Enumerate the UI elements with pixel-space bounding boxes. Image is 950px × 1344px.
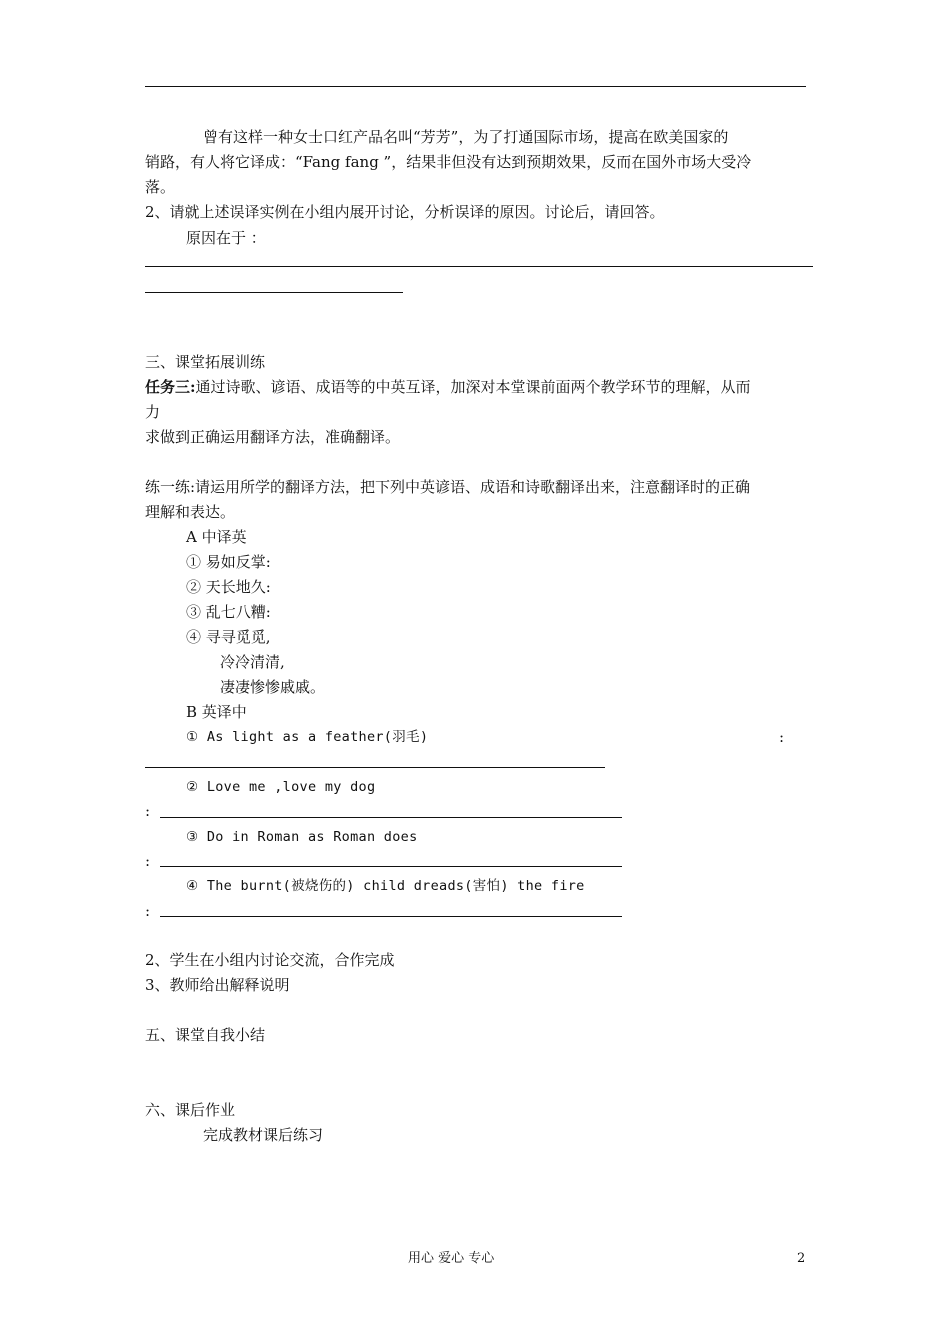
part-a-item-3: ③ 乱七八糟: [186, 603, 271, 621]
practice-line-2: 理解和表达。 [145, 503, 236, 521]
section-5-heading: 五、课堂自我小结 [145, 1026, 266, 1044]
task-3-line-3: 求做到正确运用翻译方法，准确翻译。 [145, 428, 401, 446]
answer-line-2 [145, 292, 403, 293]
task-3-line-1 [145, 377, 751, 397]
discussion-prompt: 2、请就上述误译实例在小组内展开讨论，分析误译的原因。讨论后，请回答。 [145, 203, 665, 221]
footer-motto: 用心 爱心 专心 [408, 1251, 495, 1266]
answer-line-b2 [160, 817, 622, 818]
step-3: 3、教师给出解释说明 [145, 976, 290, 994]
part-b-heading: B 英译中 [186, 703, 247, 721]
answer-line-b1 [145, 767, 605, 768]
part-b-colon-2: : [145, 802, 151, 820]
poem-line-1: 冷冷清清, [220, 653, 285, 671]
part-b-colon-4: : [145, 902, 151, 920]
poem-line-2: 凄凄惨惨戚戚。 [220, 678, 326, 696]
part-a-item-1: ① 易如反掌: [186, 553, 271, 571]
answer-line-b3 [160, 866, 622, 867]
part-a-item-4: ④ 寻寻觅觅, [186, 628, 271, 646]
answer-line-b4 [160, 916, 622, 917]
step-2: 2、学生在小组内讨论交流，合作完成 [145, 951, 395, 969]
section-3-heading: 三、课堂拓展训练 [145, 353, 266, 371]
task-3-label: 任务三: [145, 378, 196, 396]
answer-line-1 [145, 266, 813, 267]
page-number: 2 [797, 1251, 806, 1266]
para-line-3: 落。 [145, 178, 176, 196]
para-line-1: 曾有这样一种女士口红产品名叫“芳芳”，为了打通国际市场，提高在欧美国家的 [203, 128, 729, 146]
task-3-line-2: 力 [145, 403, 161, 421]
part-b-item-1: ① As light as a feather(羽毛) [186, 729, 429, 745]
part-b-item-3: ③ Do in Roman as Roman does [186, 829, 418, 845]
part-a-item-2: ② 天长地久: [186, 578, 271, 596]
part-b-item-4: ④ The burnt(被烧伤的) child dreads(害怕) the fire [186, 878, 585, 894]
practice-line-1: 练一练:请运用所学的翻译方法，把下列中英谚语、成语和诗歌翻译出来，注意翻译时的正确 [145, 478, 751, 496]
part-b-colon-1: : [779, 728, 785, 746]
section-6-heading: 六、课后作业 [145, 1101, 236, 1119]
reason-label: 原因在于 ： [186, 229, 266, 247]
part-b-colon-3: : [145, 852, 151, 870]
task-3-text: 通过诗歌、谚语、成语等的中英互译，加深对本堂课前面两个教学环节的理解，从而 [195, 378, 751, 396]
part-b-item-2: ② Love me ,love my dog [186, 779, 376, 795]
header-rule [145, 86, 806, 87]
homework-content: 完成教材课后练习 [203, 1126, 324, 1144]
part-a-heading: A 中译英 [186, 528, 247, 546]
para-line-2: 销路，有人将它译成：“Fang fang ”，结果非但没有达到预期效果，反而在国外市场大受冷 [145, 153, 752, 171]
